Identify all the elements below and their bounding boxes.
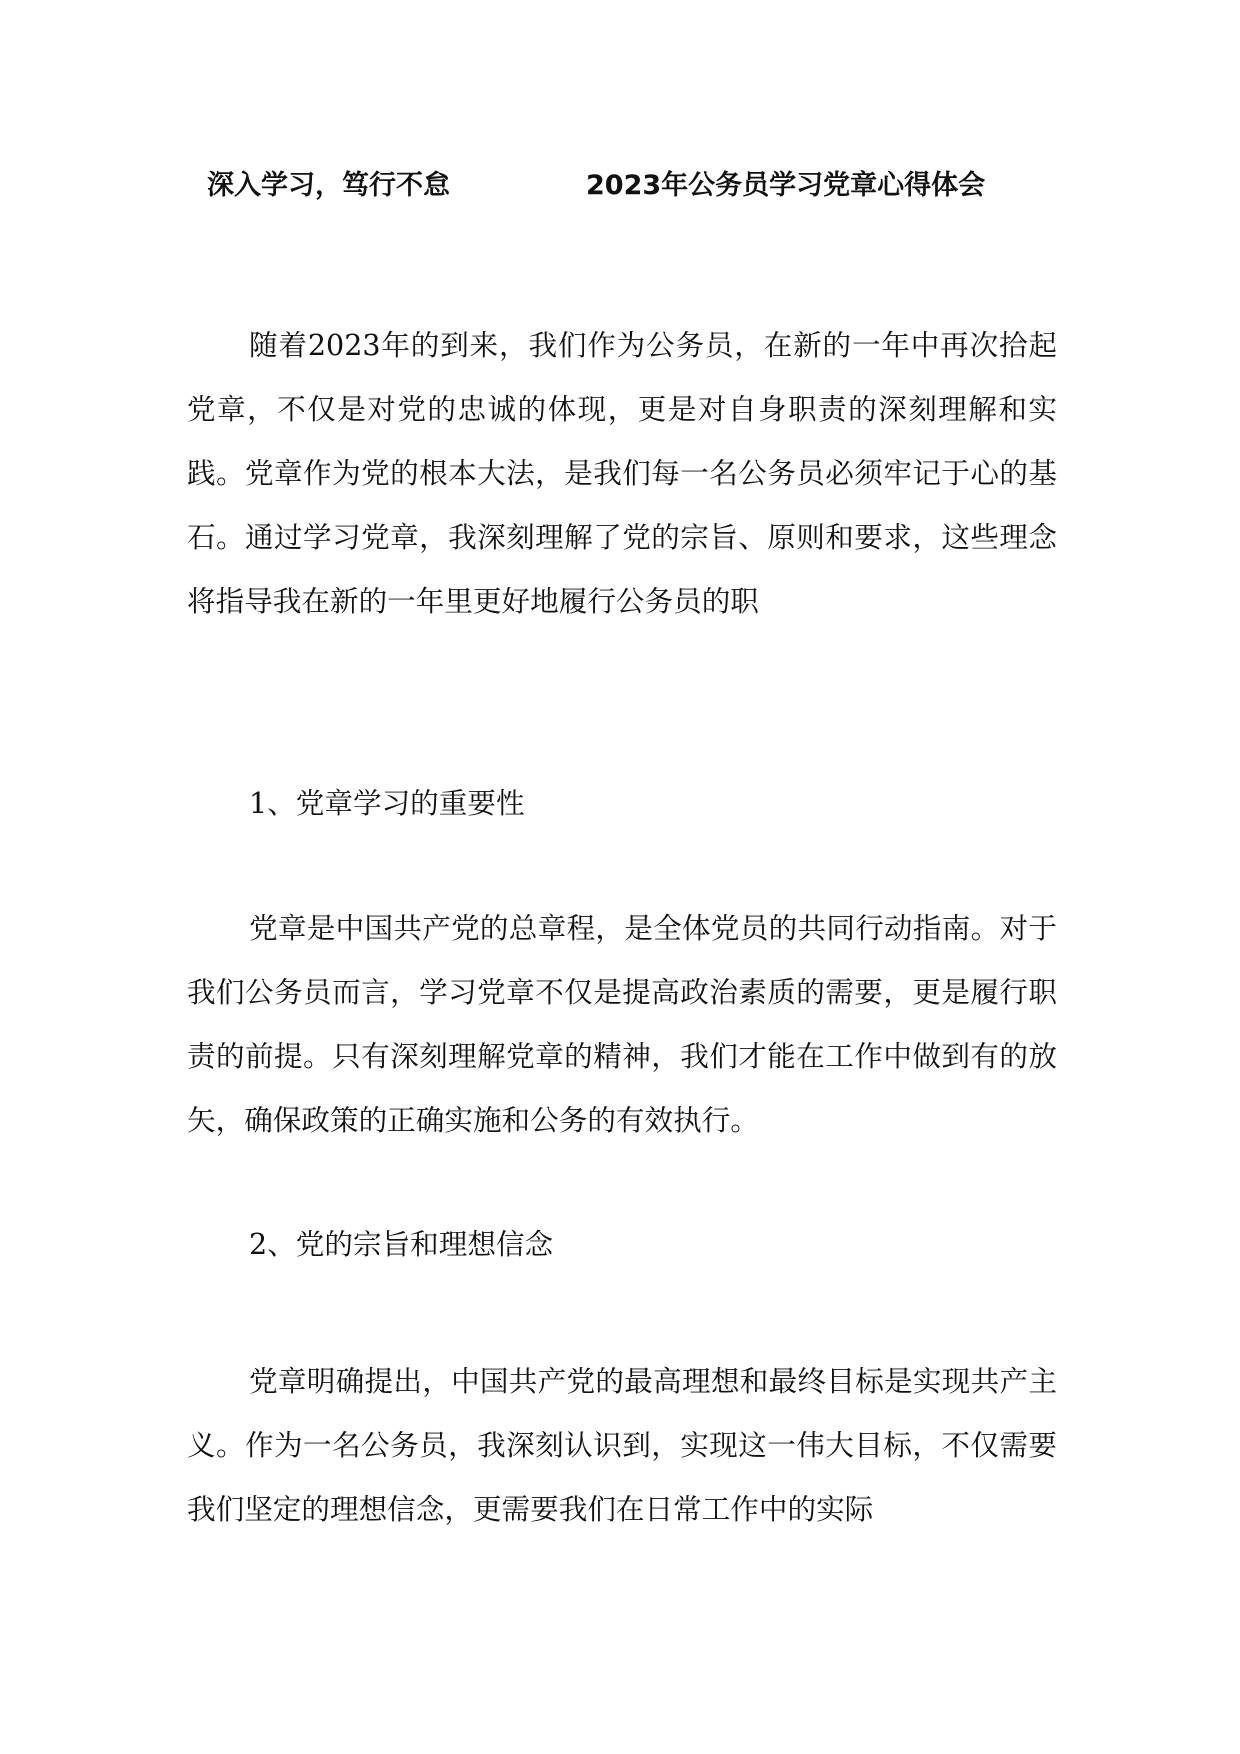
document-title xyxy=(0,161,1240,211)
section-2-heading: 2、党的宗旨和理想信念 xyxy=(249,1227,554,1261)
intro-paragraph: 随着2023年的到来，我们作为公务员，在新的一年中再次拾起党章，不仅是对党的忠诚的体现，更是对自身职责的深刻理解和实践。党章作为党的根本大法，是我们每一名公务员必须牢记于心的基石。通过学习党章，我深刻理解了党的宗旨、原则和要求，这些理念将指导我在新的一年里更好地履行公务员的职 xyxy=(187,328,1057,618)
section-2-paragraph: 党章明确提出，中国共产党的最高理想和最终目标是实现共产主义。作为一名公务员，我深刻认识到，实现这一伟大目标，不仅需要我们坚定的理想信念，更需要我们在日常工作中的实际 xyxy=(187,1364,1057,1526)
section-1-paragraph: 党章是中国共产党的总章程，是全体党员的共同行动指南。对于我们公务员而言，学习党章不仅是提高政治素质的需要，更是履行职责的前提。只有深刻理解党章的精神，我们才能在工作中做到有的放矢，确保政策的正确实施和公务的有效执行。 xyxy=(187,911,1057,1137)
title-right: 2023年公务员学习党章心得体会 xyxy=(586,170,986,201)
section-1-heading: 1、党章学习的重要性 xyxy=(249,786,525,820)
title-left: 深入学习，笃行不怠 xyxy=(207,170,450,201)
